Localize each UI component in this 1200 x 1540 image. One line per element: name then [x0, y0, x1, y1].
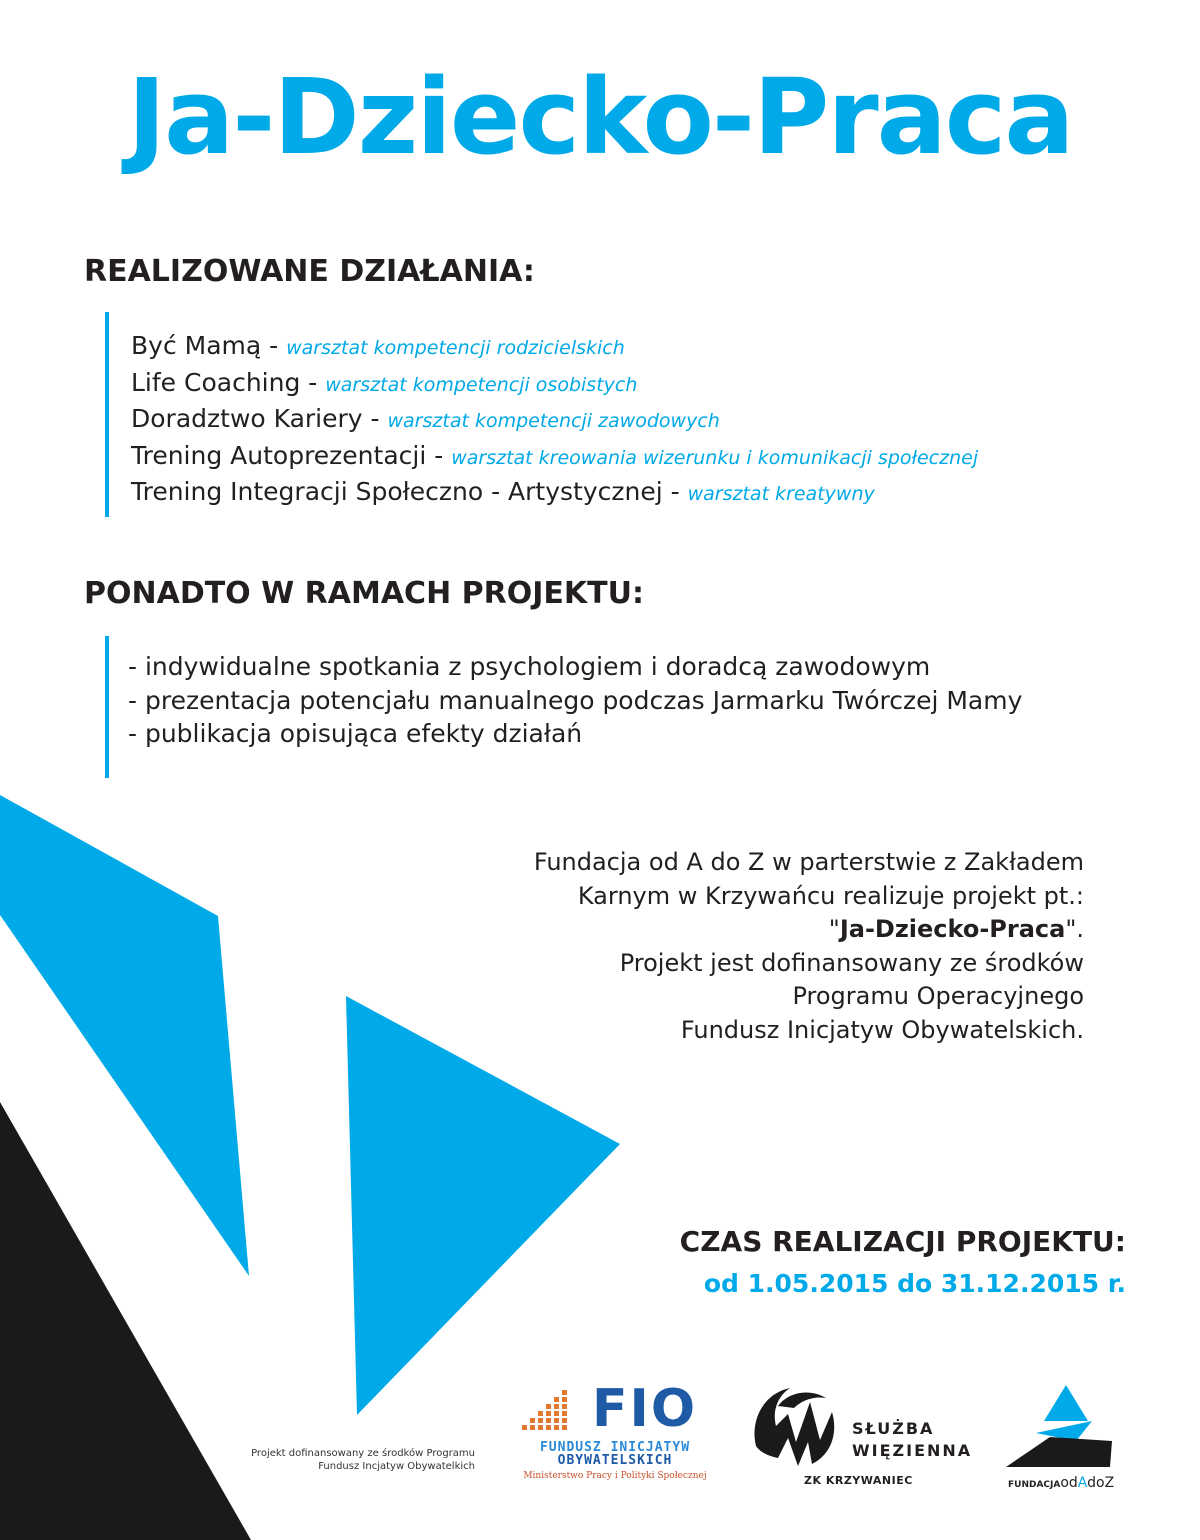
activity-desc: warsztat kreowania wizerunku i komunikacji społecznej — [451, 446, 979, 469]
quote-open: " — [828, 915, 840, 943]
description-line: Projekt jest dofinansowany ze środków — [619, 948, 1084, 977]
list-item — [131, 329, 978, 366]
list-item: - publikacja opisująca efekty działań — [128, 719, 583, 748]
sw-name — [852, 1418, 972, 1462]
list-item — [131, 366, 978, 403]
sw-emblem-icon — [748, 1382, 848, 1470]
fundacja-triangle-icon — [1006, 1381, 1116, 1471]
fundacja-od: od — [1060, 1475, 1078, 1491]
activity-name: Doradztwo Kariery - — [131, 404, 388, 433]
description-line: Programu Operacyjnego — [792, 982, 1084, 1010]
list-item — [131, 475, 978, 512]
activity-desc: warsztat kompetencji osobistych — [325, 373, 638, 396]
page-title: Ja-Dziecko-Praca — [127, 56, 1073, 178]
description-line-project-name — [534, 913, 1084, 947]
sw-name-line: SŁUŻBA — [852, 1419, 935, 1438]
description-line: Fundacja od A do Z w parterstwie z Zakładem — [533, 848, 1084, 876]
description-line: Fundusz Inicjatyw Obywatelskich. — [680, 1015, 1084, 1044]
sw-name-line: WIĘZIENNA — [852, 1441, 973, 1460]
activity-name: Być Mamą - — [131, 331, 287, 360]
sluzba-wiezienna-logo — [744, 1382, 974, 1497]
description-line: Karnym w Krzywańcu realizuje projekt pt.: — [577, 881, 1084, 910]
activity-desc: warsztat kreatywny — [687, 483, 875, 505]
project-description — [534, 846, 1084, 1047]
activity-desc: warsztat kompetencji zawodowych — [387, 410, 720, 432]
activity-desc: warsztat kompetencji rodzicielskich — [286, 337, 625, 359]
section-heading-additional: PONADTO W RAMACH PROJEKTU: — [84, 576, 644, 611]
fio-subtitle: OBYWATELSKICH — [557, 1453, 673, 1468]
activity-name: Life Coaching - — [131, 367, 326, 397]
fundacja-a: A — [1077, 1475, 1088, 1491]
accent-bar — [105, 312, 109, 517]
list-item — [131, 402, 978, 439]
fineprint-line: Projekt dofinansowany ze środków Programu — [251, 1448, 475, 1459]
accent-bar — [105, 636, 109, 778]
fundacja-z: Z — [1104, 1475, 1115, 1491]
fundacja-logo — [1006, 1381, 1126, 1499]
project-name: Ja-Dziecko-Praca — [839, 915, 1066, 943]
fio-logo — [518, 1379, 718, 1493]
fundacja-do: do — [1087, 1475, 1105, 1491]
sw-unit: ZK KRZYWANIEC — [804, 1474, 913, 1487]
fineprint-line: Fundusz Incjatyw Obywatelkich — [318, 1461, 475, 1472]
activity-name: Trening Autoprezentacji - — [131, 440, 452, 470]
funding-fineprint — [205, 1447, 475, 1473]
fio-ministry: Ministerstwo Pracy i Polityki Społecznej — [523, 1471, 707, 1481]
activity-name: Trening Integracji Społeczno - Artystycznej - — [131, 477, 688, 506]
list-item — [131, 439, 978, 476]
list-item: - indywidualne spotkania z psychologiem i doradcą zawodowym — [128, 652, 931, 681]
fundacja-wordmark — [1008, 1475, 1114, 1491]
list-item: - prezentacja potencjału manualnego podczas Jarmarku Twórczej Mamy — [128, 685, 1023, 715]
timeline-dates: od 1.05.2015 do 31.12.2015 r. — [703, 1269, 1126, 1298]
additional-list — [128, 650, 1022, 751]
fundacja-word: FUNDACJA — [1008, 1480, 1061, 1490]
activity-list — [131, 329, 978, 512]
blue-triangle-center — [346, 996, 620, 1415]
quote-close: ". — [1065, 915, 1084, 943]
fio-subtitle: FUNDUSZ INICJATYW — [539, 1440, 691, 1455]
section-heading-activities: REALIZOWANE DZIAŁANIA: — [84, 254, 535, 289]
fio-dots-icon — [522, 1385, 570, 1433]
timeline-heading: CZAS REALIZACJI PROJEKTU: — [679, 1225, 1126, 1258]
fio-acronym: FIO — [592, 1379, 698, 1439]
